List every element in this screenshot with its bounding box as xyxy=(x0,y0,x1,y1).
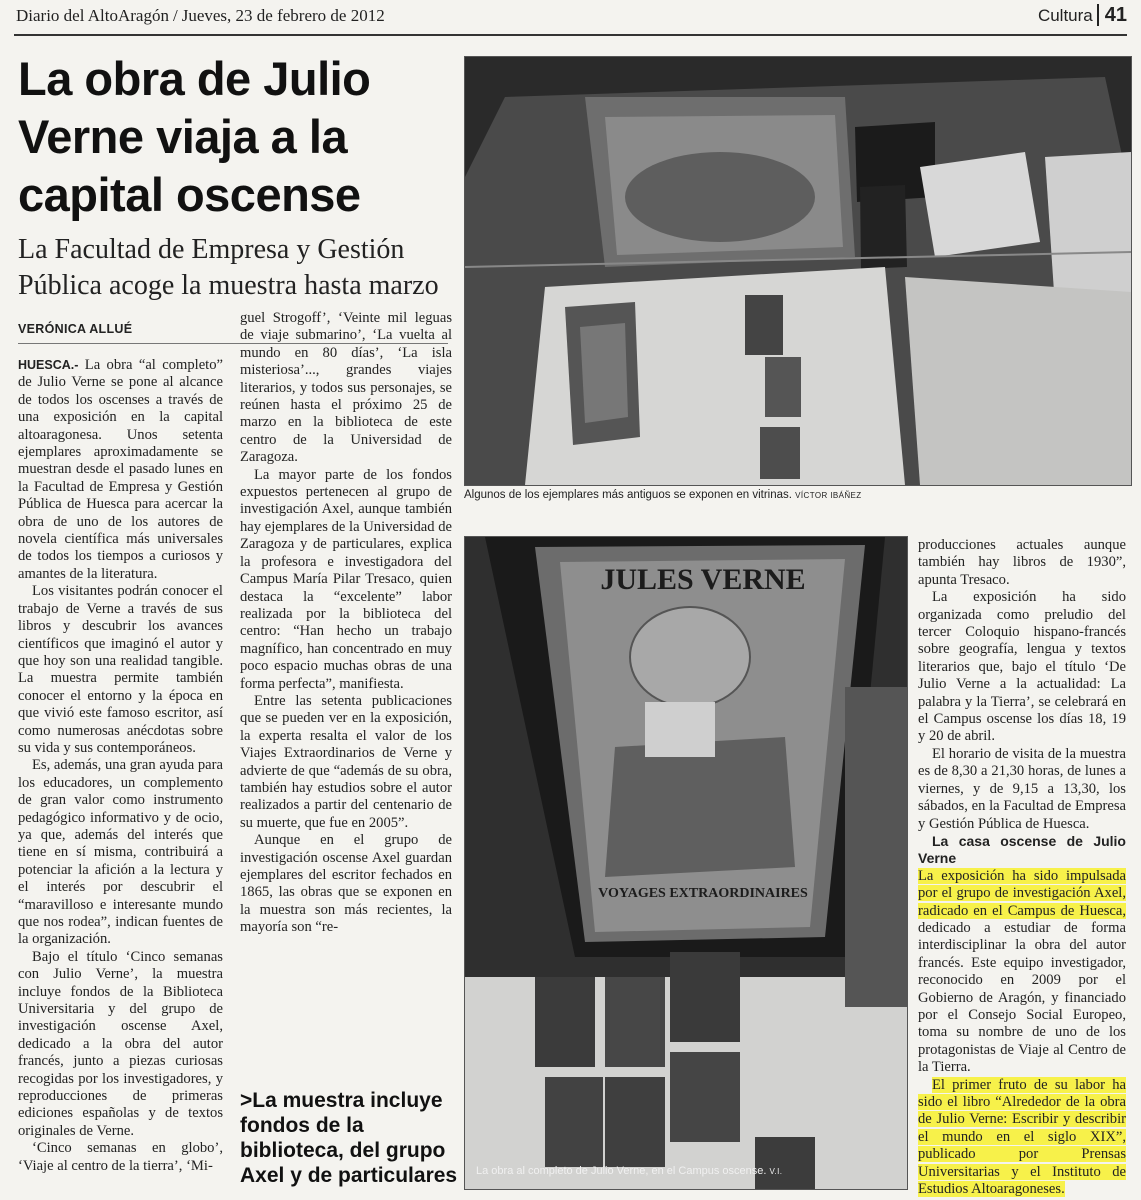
sidebar-title: La casa oscense de Julio Verne xyxy=(918,832,1126,867)
photo-caption-2 xyxy=(476,1165,782,1177)
publication-date: Jueves, 23 de febrero de 2012 xyxy=(181,6,385,25)
paragraph: El horario de visita de la muestra es de 8,30 a 21,30 horas, de lunes a viernes, y de 9,15 a 13,30, los sábados, en la Facultad de Empresa y Gestión Pública de Huesca. xyxy=(918,745,1126,832)
paragraph: Aunque en el grupo de investigación oscense Axel guardan ejemplares del escritor fechados en 1865, las obras que se exponen en la muestra son más recientes, la mayoría son “re- xyxy=(240,832,452,936)
paragraph: Entre las setenta publicaciones que se pueden ver en la exposición, la experta resalta el valor de los Viajes Extraordinarios de Verne y advierte de que “además de su obra, también hay estudios sobre el autor realizados a partir del centenario de su muerte, que fue en 2005”. xyxy=(240,692,452,831)
cover-series: VOYAGES EXTRAORDINAIRES xyxy=(598,886,808,901)
article-column-3 xyxy=(918,537,1126,1198)
paragraph: La exposición ha sido organizada como preludio del tercer Coloquio hispano-francés sobre geografía, lengua y textos literarios que, bajo el título ‘De Julio Verne a la actualidad: La palabra y la Tierra’, se celebrará en el Campus oscense los días 18, 19 y 20 de abril. xyxy=(918,589,1126,745)
pull-quote: >La muestra incluye fondos de la biblioteca, del grupo Axel y de particulares xyxy=(240,1089,458,1187)
paragraph: guel Strogoff’, ‘Veinte mil leguas de viaje submarino’, ‘La vuelta al mundo en 80 días’, ‘La isla misteriosa’..., grandes viajes literarios, y todos sus personajes, se reúnen hasta el próximo 25 de marzo en la biblioteca de este centro de la Universidad de Zaragoza. xyxy=(240,310,452,466)
caption-text: Algunos de los ejemplares más antiguos se exponen en vitrinas. xyxy=(464,489,792,501)
photo-caption-1 xyxy=(464,489,862,501)
photo-credit: V.I. xyxy=(769,1167,783,1176)
paragraph: ‘Cinco semanas en globo’, ‘Viaje al centro de la tierra’, ‘Mi- xyxy=(18,1140,223,1174)
photo-display-cases xyxy=(464,56,1132,486)
article-column-2 xyxy=(240,310,452,937)
header-separator: / xyxy=(172,6,178,25)
paragraph: Bajo el título ‘Cinco semanas con Julio Verne’, la muestra incluye fondos de la Biblioteca Universitaria y del grupo de investigación oscense Axel, dedicado a la obra del autor francés, junto a piezas curiosas recogidas por los investigadores, y reproducciones de primeras ediciones españolas y de textos originales de Verne. xyxy=(18,948,223,1139)
display-cases-illustration xyxy=(465,57,1131,485)
page-number: 41 xyxy=(1097,4,1127,26)
article-column-1 xyxy=(18,357,223,1175)
highlighted-text: La exposición ha sido impulsada por el grupo de investigación Axel, radicado en el Campus de Huesca, xyxy=(918,867,1126,919)
byline: VERÓNICA ALLUÉ xyxy=(18,322,133,336)
book-cover-illustration xyxy=(465,537,907,1189)
paragraph-text: La obra “al completo” de Julio Verne se pone al alcance de todos los oscenses a través de una exposición en la capital altoaragonesa. Unos setenta ejemplares aproximadamente se muestran desde el pasado lunes en la Facultad de Empresa y Gestión Pública de Huesca para acercar la obra de uno de los autores de novela científica más universales de todos los tiempos a curiosos y amantes de la literatura. xyxy=(18,357,224,582)
photo-jules-verne-cover xyxy=(464,536,908,1190)
paragraph: Los visitantes podrán conocer el trabajo de Verne a través de sus libros y descubrir los avances científicos que imaginó el autor y que hoy son una realidad tangible. La muestra permite también conocer el entorno y la época en que vivió este famoso escritor, así como numerosas anécdotas sobre su vida y sus contemporáneos. xyxy=(18,583,223,756)
paragraph-text: dedicado a estudiar de forma interdisciplinar la obra del autor francés. Este equipo investigador, reconocido en 2009 por el Gobierno de Aragón, y financiado por el Consejo Social Europeo, toma su nombre de uno de los protagonistas de Viaje al Centro de la Tierra. xyxy=(918,919,1126,1076)
headline: La obra de Julio Verne viaja a la capital oscense xyxy=(18,52,371,221)
sidebar-paragraph xyxy=(918,1077,1126,1199)
paragraph: La mayor parte de los fondos expuestos pertenecen al grupo de investigación Axel, aunque también hay ejemplares de la Universidad de Zaragoza y de particulares, explica la profesora e investigadora del Campus María Pilar Tresaco, quien destaca la “excelente” labor realizada por la biblioteca del centro: “Han hecho un trabajo magnífico, han concentrado en muy poco espacio muchas obras de una forma perfecta”, manifiesta. xyxy=(240,466,452,692)
cover-title: JULES VERNE xyxy=(600,563,806,596)
paragraph xyxy=(18,357,223,583)
masthead xyxy=(16,6,385,26)
caption-text: La obra al completo de Julio Verne, en el Campus oscense. xyxy=(476,1165,767,1177)
sidebar-paragraph xyxy=(918,868,1126,1077)
subheadline: La Facultad de Empresa y Gestión Pública acoge la muestra hasta marzo xyxy=(18,234,439,301)
lead-in: HUESCA.- xyxy=(18,358,79,372)
section-label xyxy=(1038,4,1127,27)
photo-credit: VÍCTOR IBÁÑEZ xyxy=(795,491,862,500)
highlighted-text: El primer fruto de su labor ha sido el libro “Alrededor de la obra de Julio Verne: Escribir y describir el mundo en el siglo XIX”, publicado por Prensas Universitarias y el Instituto de Estudios Altoaragoneses. xyxy=(918,1076,1126,1198)
paragraph: Es, además, una gran ayuda para los educadores, un complemento de gran valor como instrumento pedagógico informativo y de ocio, ya que, además del interés que tiene en sí misma, contribuirá a potenciar la afición a la lectura y el interés por descubrir el “maravilloso e interesante mundo que nos rodea”, indican fuentes de la organización. xyxy=(18,757,223,948)
paragraph: producciones actuales aunque también hay libros de 1930”, apunta Tresaco. xyxy=(918,537,1126,588)
publication-name: Diario del AltoAragón xyxy=(16,6,169,25)
section-name: Cultura xyxy=(1037,6,1093,25)
header-rule xyxy=(14,34,1127,36)
